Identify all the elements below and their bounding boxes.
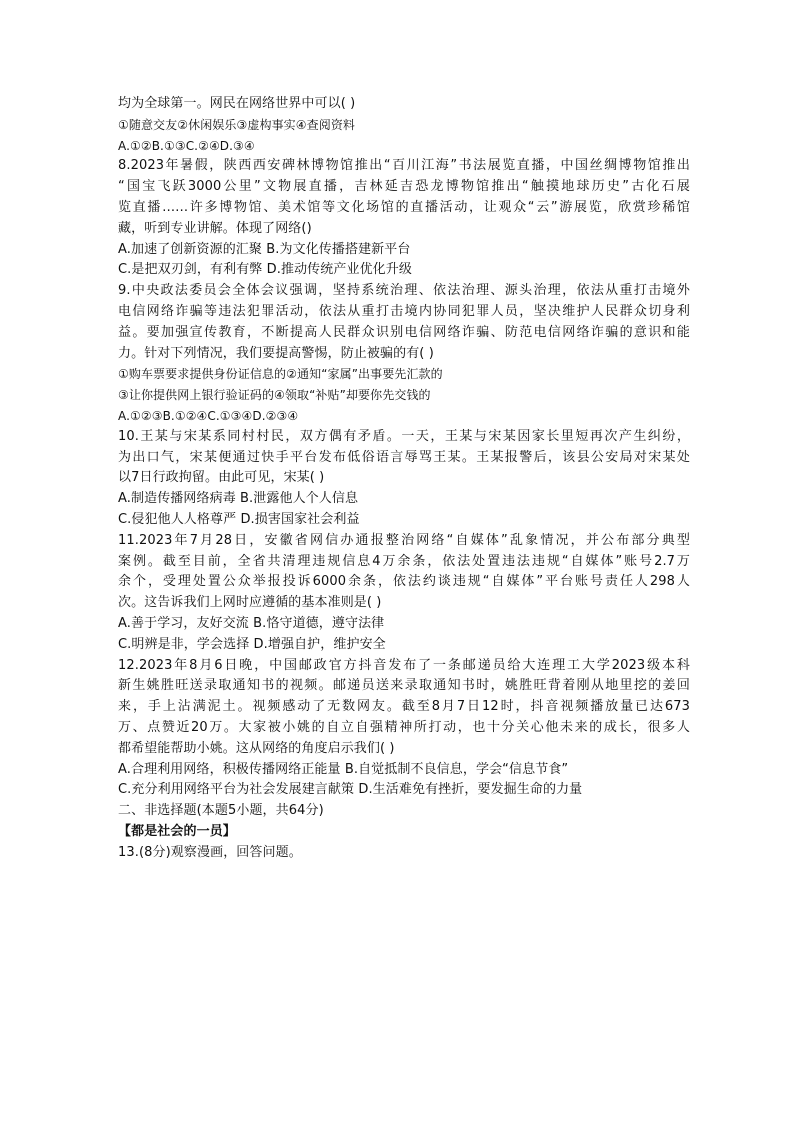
question-8-options-cd: C.是把双刃剑，有利有弊 D.推动传统产业优化升级 [118, 262, 412, 278]
question-8-line-2: “国宝飞跃3000公里”文物展直播，吉林延吉恐龙博物馆推出“触摸地球历史”古化石展 [118, 179, 690, 195]
question-11-line-1: 11.2023年7月28日，安徽省网信办通报整治网络“自媒体”乱象情况，并公布部分典型 [118, 532, 690, 548]
question-11-options-ab: A.善于学习，友好交流 B.恪守道德，遵守法律 [118, 615, 385, 631]
question-10-options-cd: C.侵犯他人人格尊严 D.损害国家社会利益 [118, 511, 360, 527]
question-8-options-ab: A.加速了创新资源的汇聚 B.为文化传播搭建新平台 [118, 241, 411, 257]
document-page [118, 94, 690, 863]
section-heading: 二、非选择题(本题5小题，共64分) [118, 803, 324, 819]
question-9-line-1: 9.中央政法委员会全体会议强调，坚持系统治理、依法治理、源头治理，依法从重打击境外 [118, 283, 690, 299]
question-11-line-3: 余个，受理处置公众举报投诉6000余条，依法约谈违规“自媒体”平台账号责任人298人 [118, 574, 690, 590]
answer-options-q7: A.①②B.①③C.②④D.③④ [118, 138, 255, 153]
question-11-line-2: 案例。截至目前，全省共清理违规信息4万余条，依法处置违法违规“自媒体”账号2.7万 [118, 553, 690, 569]
question-12-options-cd: C.充分利用网络平台为社会发展建言献策 D.生活难免有挫折，要发掘生命的力量 [118, 782, 583, 798]
text-line-2: ①随意交友②休闲娱乐③虚构事实④查阅资料 [118, 117, 356, 132]
question-12-line-1: 12.2023年8月6日晚，中国邮政官方抖音发布了一条邮递员给大连理工大学2023级本科 [118, 657, 690, 673]
question-9-line-4: 力。针对下列情况，我们要提高警惕，防止被骗的有( ) [118, 345, 434, 361]
question-8-line-1: 8.2023年暑假，陕西西安碑林博物馆推出“百川江海”书法展览直播，中国丝绸博物馆推出 [118, 158, 690, 174]
question-9-item-1-2: ①购车票要求提供身份证信息的②通知“家属”出事要先汇款的 [118, 367, 443, 382]
question-12-line-5: 都希望能帮助小姚。这从网络的角度启示我们( ) [118, 740, 395, 756]
question-11-options-cd: C.明辨是非，学会选择 D.增强自护，维护安全 [118, 636, 386, 652]
question-9-item-3-4: ③让你提供网上银行验证码的④领取“补贴”却要你先交钱的 [118, 388, 431, 403]
question-10-options-ab: A.制造传播网络病毒 B.泄露他人个人信息 [118, 491, 359, 507]
question-13-prompt: 13.(8分)观察漫画，回答问题。 [118, 844, 302, 860]
text-line-1: 均为全球第一。网民在网络世界中可以( ) [118, 96, 356, 111]
subsection-heading: 【都是社会的一员】 [118, 823, 236, 839]
question-10-line-3: 以7日行政拘留。由此可见，宋某( ) [118, 470, 325, 486]
question-12-line-2: 新生姚胜旺送录取通知书的视频。邮递员送来录取通知书时，姚胜旺背着刚从地里挖的姜回 [118, 678, 690, 694]
question-8-line-3: 览直播……许多博物馆、美术馆等文化场馆的直播活动，让观众“云”游展览，欣赏珍稀馆 [118, 199, 690, 215]
question-12-line-4: 万、点赞近20万。大家被小姚的自立自强精神所打动，也十分关心他未来的成长，很多人 [118, 719, 690, 735]
question-11-line-4: 次。这告诉我们上网时应遵循的基本准则是( ) [118, 595, 382, 611]
question-8-line-4: 藏，听到专业讲解。体现了网络() [118, 220, 312, 236]
question-10-line-2: 为出口气，宋某便通过快手平台发布低俗语言辱骂王某。王某报警后，该县公安局对宋某处 [118, 449, 690, 465]
question-12-line-3: 来，手上沾满泥土。视频感动了无数网友。截至8月7日12时，抖音视频播放量已达673 [118, 699, 690, 715]
question-10-line-1: 10.王某与宋某系同村村民，双方偶有矛盾。一天，王某与宋某因家长里短再次产生纠纷， [118, 428, 690, 444]
question-12-options-ab: A.合理利用网络，积极传播网络正能量 B.自觉抵制不良信息，学会“信息节食” [118, 761, 569, 777]
question-9-line-3: 益。要加强宣传教育，不断提高人民群众识别电信网络诈骗、防范电信网络诈骗的意识和能 [118, 324, 690, 340]
question-9-line-2: 电信网络诈骗等违法犯罪活动，依法从重打击境内协同犯罪人员，坚决维护人民群众切身利 [118, 303, 690, 319]
question-9-options: A.①②③B.①②④C.①③④D.②③④ [118, 408, 299, 423]
